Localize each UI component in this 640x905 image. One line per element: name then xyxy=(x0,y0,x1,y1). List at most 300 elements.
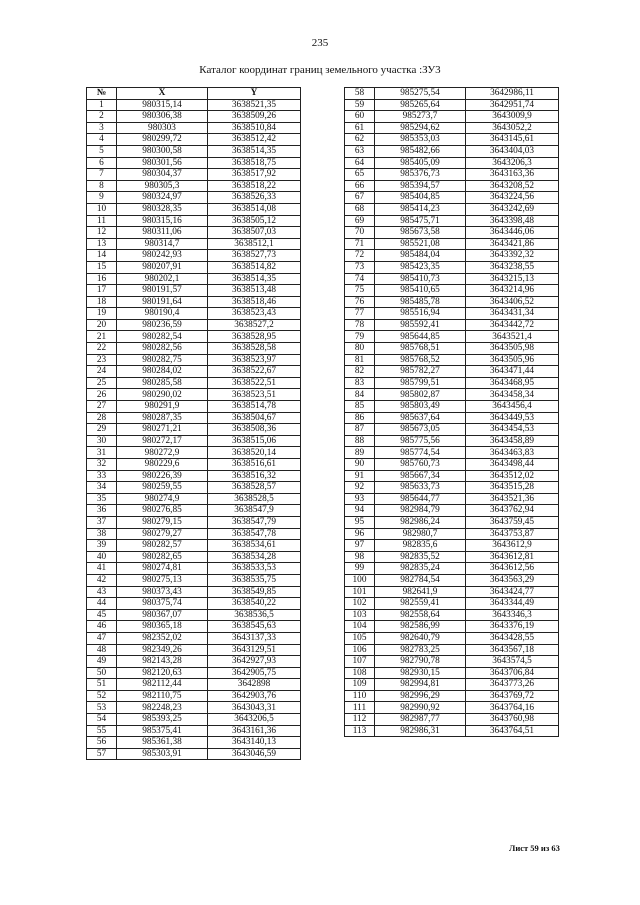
coord-y: 3638507,03 xyxy=(208,227,301,239)
coord-y: 3638515,06 xyxy=(208,435,301,447)
table-row xyxy=(87,99,301,111)
coord-y: 3643468,95 xyxy=(466,377,559,389)
table-row xyxy=(345,690,559,702)
coord-x: 985361,38 xyxy=(117,737,208,749)
point-number: 19 xyxy=(87,308,117,320)
table-row xyxy=(345,563,559,575)
coord-y: 3638527,73 xyxy=(208,250,301,262)
coord-y: 3643498,44 xyxy=(466,459,559,471)
coord-y: 3638516,61 xyxy=(208,459,301,471)
coord-x: 985376,73 xyxy=(375,169,466,181)
point-number: 56 xyxy=(87,737,117,749)
table-row xyxy=(345,551,559,563)
coord-x: 982112,44 xyxy=(117,679,208,691)
table-row xyxy=(87,203,301,215)
coord-y: 3643052,2 xyxy=(466,122,559,134)
table-row xyxy=(345,319,559,331)
document-title: Каталог координат границ земельного участка :ЗУ3 xyxy=(199,64,441,76)
coord-y: 3638549,85 xyxy=(208,586,301,598)
table-row xyxy=(87,343,301,355)
coord-x: 982640,79 xyxy=(375,632,466,644)
coord-y: 3638533,53 xyxy=(208,563,301,575)
table-row xyxy=(345,632,559,644)
point-number: 53 xyxy=(87,702,117,714)
coord-x: 982986,24 xyxy=(375,516,466,528)
coord-x: 985375,41 xyxy=(117,725,208,737)
coord-y: 3638528,57 xyxy=(208,482,301,494)
point-number: 65 xyxy=(345,169,375,181)
coord-y: 3643392,32 xyxy=(466,250,559,262)
point-number: 34 xyxy=(87,482,117,494)
table-row xyxy=(345,621,559,633)
point-number: 69 xyxy=(345,215,375,227)
coord-x: 980191,64 xyxy=(117,296,208,308)
point-number: 22 xyxy=(87,343,117,355)
coord-x: 985393,25 xyxy=(117,714,208,726)
coord-x: 982990,92 xyxy=(375,702,466,714)
table-row xyxy=(87,470,301,482)
coord-x: 985768,52 xyxy=(375,354,466,366)
table-row xyxy=(345,714,559,726)
coord-y: 3643773,26 xyxy=(466,679,559,691)
coord-y: 3643521,36 xyxy=(466,493,559,505)
point-number: 108 xyxy=(345,667,375,679)
coord-y: 3638536,5 xyxy=(208,609,301,621)
table-row xyxy=(345,88,559,100)
coord-y: 3643515,28 xyxy=(466,482,559,494)
coord-x: 980375,74 xyxy=(117,598,208,610)
point-number: 59 xyxy=(345,99,375,111)
coord-x: 985294,62 xyxy=(375,122,466,134)
coord-x: 982641,9 xyxy=(375,586,466,598)
coord-x: 980191,57 xyxy=(117,285,208,297)
table-row xyxy=(87,331,301,343)
coord-y: 3643145,61 xyxy=(466,134,559,146)
point-number: 31 xyxy=(87,447,117,459)
point-number: 93 xyxy=(345,493,375,505)
point-number: 58 xyxy=(345,88,375,100)
table-row xyxy=(87,250,301,262)
table-row xyxy=(87,667,301,679)
coord-y: 3638517,92 xyxy=(208,169,301,181)
coord-y: 3643161,36 xyxy=(208,725,301,737)
point-number: 73 xyxy=(345,261,375,273)
coord-y: 3642951,74 xyxy=(466,99,559,111)
table-row xyxy=(87,261,301,273)
coord-x: 985405,09 xyxy=(375,157,466,169)
point-number: 85 xyxy=(345,401,375,413)
table-row xyxy=(87,435,301,447)
point-number: 107 xyxy=(345,656,375,668)
coord-x: 980285,58 xyxy=(117,377,208,389)
coord-y: 3643406,52 xyxy=(466,296,559,308)
coord-y: 3643137,33 xyxy=(208,632,301,644)
table-row xyxy=(87,598,301,610)
coord-x: 985774,54 xyxy=(375,447,466,459)
table-row xyxy=(345,482,559,494)
coord-x: 980236,59 xyxy=(117,319,208,331)
table-row xyxy=(345,435,559,447)
coord-y: 3643458,89 xyxy=(466,435,559,447)
coord-y: 3638514,35 xyxy=(208,273,301,285)
table-row xyxy=(345,702,559,714)
header-y: Y xyxy=(208,88,301,100)
point-number: 44 xyxy=(87,598,117,610)
table-row xyxy=(87,459,301,471)
coord-y: 3643505,98 xyxy=(466,343,559,355)
point-number: 27 xyxy=(87,401,117,413)
coord-x: 980282,54 xyxy=(117,331,208,343)
coord-y: 3638535,75 xyxy=(208,574,301,586)
table-row xyxy=(345,679,559,691)
coord-y: 3643140,13 xyxy=(208,737,301,749)
coord-x: 980272,9 xyxy=(117,447,208,459)
point-number: 62 xyxy=(345,134,375,146)
coord-x: 985673,58 xyxy=(375,227,466,239)
table-row xyxy=(87,632,301,644)
coord-y: 3638523,97 xyxy=(208,354,301,366)
table-row xyxy=(87,482,301,494)
coord-y: 3643043,31 xyxy=(208,702,301,714)
table-row xyxy=(87,493,301,505)
coord-x: 985353,03 xyxy=(375,134,466,146)
coord-x: 980290,02 xyxy=(117,389,208,401)
table-row xyxy=(87,609,301,621)
coord-y: 3643238,55 xyxy=(466,261,559,273)
point-number: 47 xyxy=(87,632,117,644)
coord-y: 3642927,93 xyxy=(208,656,301,668)
page-number: 235 xyxy=(311,37,329,49)
coord-y: 3638526,33 xyxy=(208,192,301,204)
point-number: 105 xyxy=(345,632,375,644)
coord-y: 3638514,35 xyxy=(208,145,301,157)
coord-x: 985485,78 xyxy=(375,296,466,308)
table-row xyxy=(345,401,559,413)
table-row xyxy=(87,737,301,749)
coord-y: 3643760,98 xyxy=(466,714,559,726)
point-number: 68 xyxy=(345,203,375,215)
table-row xyxy=(87,145,301,157)
coord-y: 3638523,43 xyxy=(208,308,301,320)
point-number: 78 xyxy=(345,319,375,331)
coord-y: 3643215,13 xyxy=(466,273,559,285)
coord-y: 3638534,61 xyxy=(208,540,301,552)
coord-y: 3643398,48 xyxy=(466,215,559,227)
point-number: 23 xyxy=(87,354,117,366)
table-row xyxy=(345,99,559,111)
coord-y: 3643446,06 xyxy=(466,227,559,239)
table-row xyxy=(345,609,559,621)
point-number: 89 xyxy=(345,447,375,459)
coord-y: 3643753,87 xyxy=(466,528,559,540)
coord-y: 3643129,51 xyxy=(208,644,301,656)
point-number: 4 xyxy=(87,134,117,146)
coord-y: 3643346,3 xyxy=(466,609,559,621)
table-row xyxy=(87,748,301,760)
point-number: 42 xyxy=(87,574,117,586)
coord-x: 980282,65 xyxy=(117,551,208,563)
coord-x: 982930,15 xyxy=(375,667,466,679)
point-number: 90 xyxy=(345,459,375,471)
coord-x: 980311,06 xyxy=(117,227,208,239)
point-number: 20 xyxy=(87,319,117,331)
point-number: 64 xyxy=(345,157,375,169)
coord-x: 982984,79 xyxy=(375,505,466,517)
table-row xyxy=(345,285,559,297)
point-number: 26 xyxy=(87,389,117,401)
table-row xyxy=(345,273,559,285)
table-row xyxy=(87,319,301,331)
coord-y: 3643505,96 xyxy=(466,354,559,366)
coord-x: 980373,43 xyxy=(117,586,208,598)
point-number: 96 xyxy=(345,528,375,540)
coord-y: 3643421,86 xyxy=(466,238,559,250)
header-number: № xyxy=(87,88,117,100)
table-row xyxy=(345,505,559,517)
coord-x: 982980,7 xyxy=(375,528,466,540)
point-number: 9 xyxy=(87,192,117,204)
point-number: 7 xyxy=(87,169,117,181)
point-number: 82 xyxy=(345,366,375,378)
table-row xyxy=(87,656,301,668)
point-number: 6 xyxy=(87,157,117,169)
point-number: 18 xyxy=(87,296,117,308)
coord-y: 3643612,9 xyxy=(466,540,559,552)
coord-x: 982784,54 xyxy=(375,574,466,586)
point-number: 51 xyxy=(87,679,117,691)
coord-x: 982835,24 xyxy=(375,563,466,575)
point-number: 38 xyxy=(87,528,117,540)
point-number: 102 xyxy=(345,598,375,610)
coord-x: 980274,81 xyxy=(117,563,208,575)
coord-y: 3643563,29 xyxy=(466,574,559,586)
coord-y: 3643458,34 xyxy=(466,389,559,401)
coord-y: 3643009,9 xyxy=(466,111,559,123)
point-number: 97 xyxy=(345,540,375,552)
coord-y: 3643449,53 xyxy=(466,412,559,424)
table-row xyxy=(345,238,559,250)
table-row xyxy=(345,516,559,528)
point-number: 35 xyxy=(87,493,117,505)
point-number: 45 xyxy=(87,609,117,621)
point-number: 98 xyxy=(345,551,375,563)
point-number: 66 xyxy=(345,180,375,192)
coord-x: 980328,35 xyxy=(117,203,208,215)
coord-y: 3638521,35 xyxy=(208,99,301,111)
point-number: 29 xyxy=(87,424,117,436)
coord-y: 3638505,12 xyxy=(208,215,301,227)
coord-x: 982352,02 xyxy=(117,632,208,644)
table-row xyxy=(345,366,559,378)
coord-x: 985404,85 xyxy=(375,192,466,204)
point-number: 1 xyxy=(87,99,117,111)
table-row xyxy=(345,308,559,320)
table-row xyxy=(87,690,301,702)
point-number: 14 xyxy=(87,250,117,262)
coord-y: 3643206,5 xyxy=(208,714,301,726)
table-row xyxy=(87,516,301,528)
coord-y: 3638528,58 xyxy=(208,343,301,355)
coord-y: 3642905,75 xyxy=(208,667,301,679)
coord-y: 3643471,44 xyxy=(466,366,559,378)
table-row xyxy=(345,157,559,169)
point-number: 40 xyxy=(87,551,117,563)
table-row xyxy=(87,551,301,563)
table-row xyxy=(345,459,559,471)
coord-x: 985637,64 xyxy=(375,412,466,424)
point-number: 100 xyxy=(345,574,375,586)
table-row xyxy=(87,725,301,737)
coord-x: 980279,27 xyxy=(117,528,208,540)
coord-y: 3643769,72 xyxy=(466,690,559,702)
coord-y: 3643424,77 xyxy=(466,586,559,598)
coord-x: 980300,58 xyxy=(117,145,208,157)
coord-y: 3643214,96 xyxy=(466,285,559,297)
point-number: 81 xyxy=(345,354,375,366)
coord-y: 3638523,51 xyxy=(208,389,301,401)
point-number: 103 xyxy=(345,609,375,621)
point-number: 37 xyxy=(87,516,117,528)
table-row xyxy=(345,725,559,737)
coord-x: 980315,16 xyxy=(117,215,208,227)
table-row xyxy=(345,447,559,459)
coord-y: 3638513,48 xyxy=(208,285,301,297)
coord-x: 982835,52 xyxy=(375,551,466,563)
coord-x: 980365,18 xyxy=(117,621,208,633)
header-x: X xyxy=(117,88,208,100)
point-number: 106 xyxy=(345,644,375,656)
coord-y: 3643567,18 xyxy=(466,644,559,656)
coord-y: 3638528,95 xyxy=(208,331,301,343)
coord-y: 3643208,52 xyxy=(466,180,559,192)
coord-x: 985802,87 xyxy=(375,389,466,401)
coord-x: 985414,23 xyxy=(375,203,466,215)
table-row xyxy=(345,586,559,598)
table-row xyxy=(345,656,559,668)
table-row xyxy=(345,122,559,134)
table-row xyxy=(87,354,301,366)
coord-x: 980275,13 xyxy=(117,574,208,586)
table-row xyxy=(345,667,559,679)
coord-x: 980314,7 xyxy=(117,238,208,250)
coord-x: 980279,15 xyxy=(117,516,208,528)
coord-x: 982559,41 xyxy=(375,598,466,610)
coord-x: 980282,75 xyxy=(117,354,208,366)
table-row xyxy=(345,134,559,146)
coord-x: 980226,39 xyxy=(117,470,208,482)
point-number: 99 xyxy=(345,563,375,575)
table-row xyxy=(345,180,559,192)
coord-y: 3643404,03 xyxy=(466,145,559,157)
table-row xyxy=(345,412,559,424)
point-number: 15 xyxy=(87,261,117,273)
coord-y: 3638545,63 xyxy=(208,621,301,633)
coord-x: 980284,02 xyxy=(117,366,208,378)
point-number: 71 xyxy=(345,238,375,250)
point-number: 24 xyxy=(87,366,117,378)
coord-x: 980315,14 xyxy=(117,99,208,111)
coord-y: 3643376,19 xyxy=(466,621,559,633)
point-number: 52 xyxy=(87,690,117,702)
table-row xyxy=(87,563,301,575)
table-row xyxy=(87,586,301,598)
point-number: 95 xyxy=(345,516,375,528)
coord-x: 985592,41 xyxy=(375,319,466,331)
coord-x: 985633,73 xyxy=(375,482,466,494)
point-number: 32 xyxy=(87,459,117,471)
table-row xyxy=(87,621,301,633)
point-number: 113 xyxy=(345,725,375,737)
point-number: 17 xyxy=(87,285,117,297)
coord-x: 982783,25 xyxy=(375,644,466,656)
table-row xyxy=(345,528,559,540)
point-number: 39 xyxy=(87,540,117,552)
coord-x: 982143,28 xyxy=(117,656,208,668)
coord-x: 980207,91 xyxy=(117,261,208,273)
point-number: 92 xyxy=(345,482,375,494)
table-row xyxy=(87,505,301,517)
table-row xyxy=(87,296,301,308)
table-row xyxy=(87,192,301,204)
coord-x: 985667,34 xyxy=(375,470,466,482)
point-number: 74 xyxy=(345,273,375,285)
point-number: 79 xyxy=(345,331,375,343)
point-number: 91 xyxy=(345,470,375,482)
coord-y: 3643512,02 xyxy=(466,470,559,482)
point-number: 50 xyxy=(87,667,117,679)
coord-y: 3643242,69 xyxy=(466,203,559,215)
table-row xyxy=(345,424,559,436)
coord-y: 3638510,84 xyxy=(208,122,301,134)
table-row xyxy=(87,644,301,656)
coord-x: 985782,27 xyxy=(375,366,466,378)
coord-y: 3638508,36 xyxy=(208,424,301,436)
coord-x: 980304,37 xyxy=(117,169,208,181)
coord-y: 3638512,1 xyxy=(208,238,301,250)
coord-x: 980291,9 xyxy=(117,401,208,413)
coord-x: 980306,38 xyxy=(117,111,208,123)
coord-y: 3643574,5 xyxy=(466,656,559,668)
coord-x: 980242,93 xyxy=(117,250,208,262)
point-number: 48 xyxy=(87,644,117,656)
coord-x: 982994,81 xyxy=(375,679,466,691)
coord-y: 3638514,78 xyxy=(208,401,301,413)
coord-y: 3643224,56 xyxy=(466,192,559,204)
table-row xyxy=(345,598,559,610)
coord-y: 3638528,5 xyxy=(208,493,301,505)
point-number: 25 xyxy=(87,377,117,389)
table-row xyxy=(87,424,301,436)
point-number: 10 xyxy=(87,203,117,215)
point-number: 86 xyxy=(345,412,375,424)
coord-y: 3638520,14 xyxy=(208,447,301,459)
table-row xyxy=(87,412,301,424)
coord-y: 3643431,34 xyxy=(466,308,559,320)
coord-y: 3638547,79 xyxy=(208,516,301,528)
table-row xyxy=(345,493,559,505)
point-number: 63 xyxy=(345,145,375,157)
table-row xyxy=(345,250,559,262)
coord-x: 980303 xyxy=(117,122,208,134)
coord-x: 980301,56 xyxy=(117,157,208,169)
coord-x: 982349,26 xyxy=(117,644,208,656)
table-row xyxy=(87,111,301,123)
point-number: 41 xyxy=(87,563,117,575)
coord-x: 985799,51 xyxy=(375,377,466,389)
coord-x: 982248,23 xyxy=(117,702,208,714)
point-number: 16 xyxy=(87,273,117,285)
table-row xyxy=(87,702,301,714)
